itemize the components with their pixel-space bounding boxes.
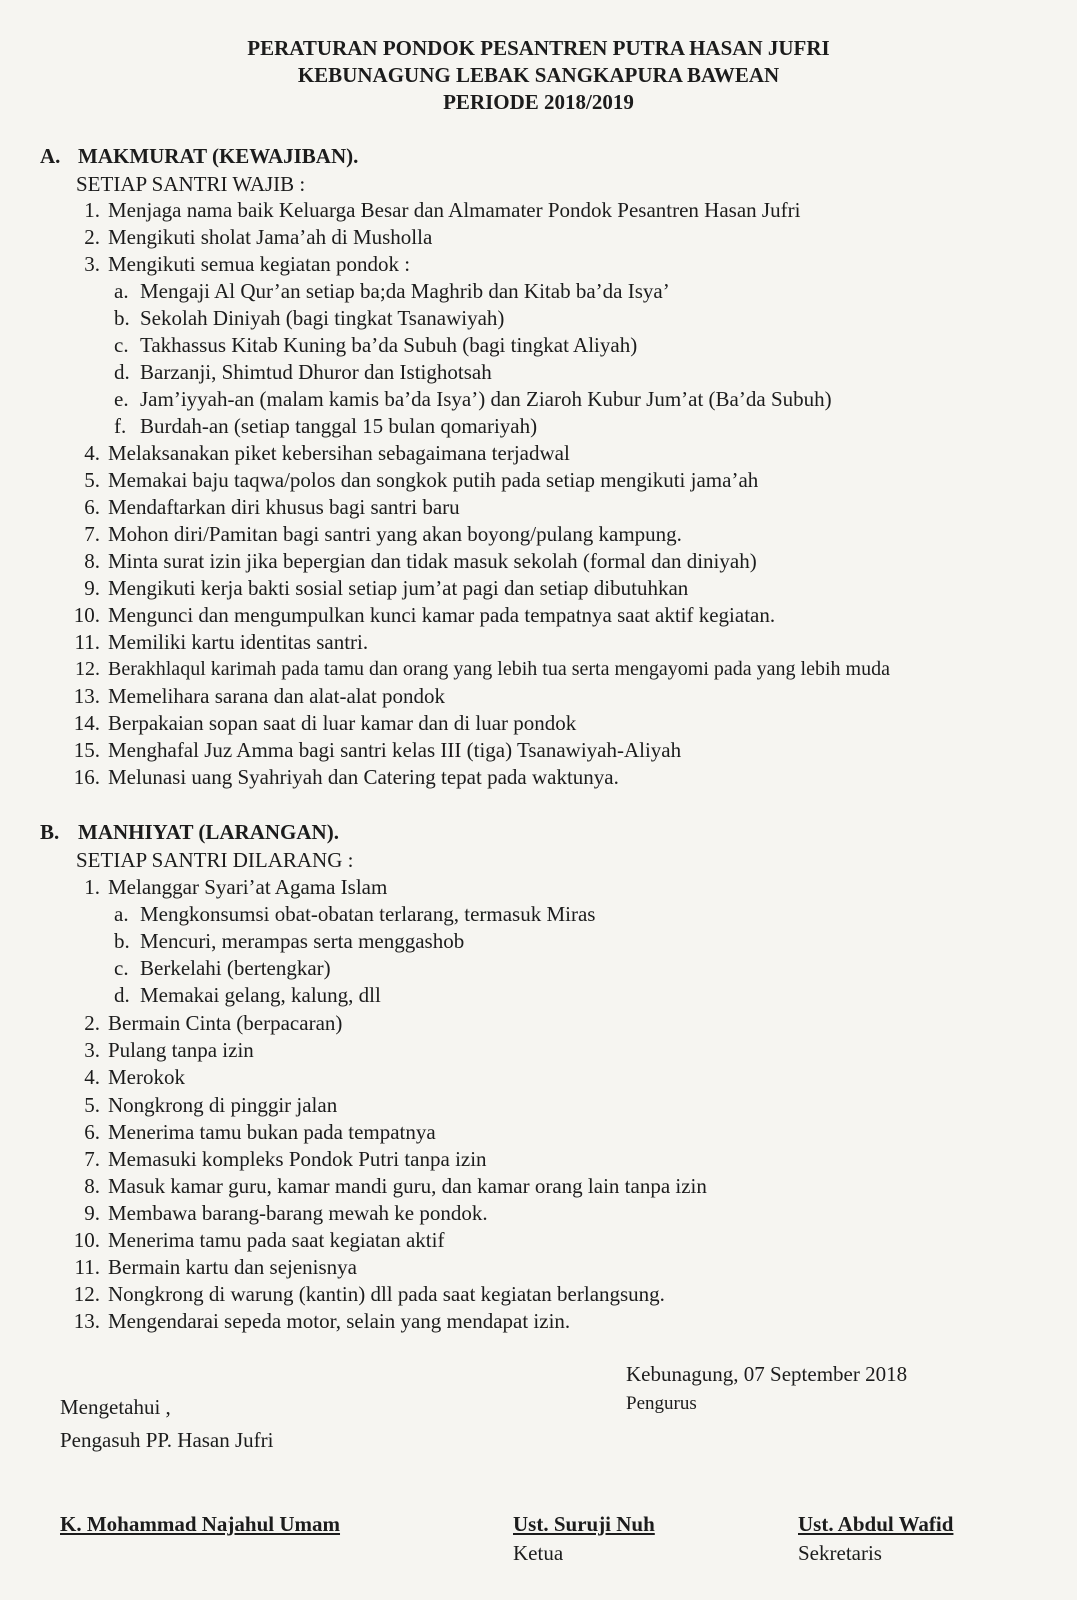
list-item: 2. Bermain Cinta (berpacaran) <box>84 1011 343 1035</box>
list-item: 10. Menerima tamu pada saat kegiatan aktif <box>73 1228 445 1252</box>
list-item: 16. Melunasi uang Syahriyah dan Catering tepat pada waktunya. <box>73 765 619 789</box>
section-b-intro: SETIAP SANTRI DILARANG : <box>76 848 354 872</box>
sub-list-item: d. Memakai gelang, kalung, dll <box>114 983 381 1007</box>
list-item: 8. Masuk kamar guru, kamar mandi guru, dan kamar orang lain tanpa izin <box>84 1174 707 1198</box>
list-item: 6. Menerima tamu bukan pada tempatnya <box>84 1120 436 1144</box>
pengurus-label: Pengurus <box>626 1393 697 1414</box>
list-item: 3. Pulang tanpa izin <box>84 1038 254 1062</box>
list-item: 11. Memiliki kartu identitas santri. <box>74 630 369 654</box>
list-item: 7. Mohon diri/Pamitan bagi santri yang akan boyong/pulang kampung. <box>84 522 682 546</box>
list-item: 9. Membawa barang-barang mewah ke pondok. <box>84 1201 488 1225</box>
section-b-letter: B. <box>40 820 60 844</box>
sub-list-item: b. Mencuri, merampas serta menggashob <box>114 929 465 953</box>
list-item: 14. Berpakaian sopan saat di luar kamar dan di luar pondok <box>73 711 577 735</box>
ketua-role: Ketua <box>513 1541 564 1565</box>
mengetahui-label: Mengetahui , <box>60 1395 171 1419</box>
sub-list-item: e. Jam’iyyah-an (malam kamis ba’da Isya’) dan Ziaroh Kubur Jum’at (Ba’da Subuh) <box>114 387 832 411</box>
doc-title-line2: KEBUNAGUNG LEBAK SANGKAPURA BAWEAN <box>297 63 780 87</box>
sub-list-item: c. Takhassus Kitab Kuning ba’da Subuh (bagi tingkat Aliyah) <box>114 333 638 357</box>
pengasuh-label: Pengasuh PP. Hasan Jufri <box>60 1428 274 1452</box>
list-item: 15. Menghafal Juz Amma bagi santri kelas III (tiga) Tsanawiyah-Aliyah <box>73 738 682 762</box>
list-item: 10. Mengunci dan mengumpulkan kunci kamar pada tempatnya saat aktif kegiatan. <box>73 603 776 627</box>
section-a-intro: SETIAP SANTRI WAJIB : <box>76 172 306 196</box>
place-date: Kebunagung, 07 September 2018 <box>626 1362 908 1386</box>
ketua-name: Ust. Suruji Nuh <box>513 1512 655 1536</box>
list-item: 5. Nongkrong di pinggir jalan <box>84 1093 338 1117</box>
sub-list-item: f. Burdah-an (setiap tanggal 15 bulan qomariyah) <box>114 414 538 438</box>
doc-title-line1: PERATURAN PONDOK PESANTREN PUTRA HASAN JUFRI <box>247 36 830 60</box>
list-item: 12. Berakhlaqul karimah pada tamu dan orang yang lebih tua serta mengayomi pada yang lebih muda <box>75 658 890 680</box>
doc-title-line3: PERIODE 2018/2019 <box>443 90 634 114</box>
sekretaris-name: Ust. Abdul Wafid <box>798 1512 954 1536</box>
section-b-heading <box>40 822 339 843</box>
sekretaris-role: Sekretaris <box>798 1541 882 1565</box>
sub-list-item: a. Mengkonsumsi obat-obatan terlarang, termasuk Miras <box>114 902 596 926</box>
sub-list-item: c. Berkelahi (bertengkar) <box>114 956 331 980</box>
section-a-title: MAKMURAT (KEWAJIBAN). <box>78 144 359 168</box>
list-item: 13. Mengendarai sepeda motor, selain yang mendapat izin. <box>73 1309 571 1333</box>
section-b-title: MANHIYAT (LARANGAN). <box>78 820 339 844</box>
list-item: 7. Memasuki kompleks Pondok Putri tanpa izin <box>84 1147 487 1171</box>
list-item: 3. Mengikuti semua kegiatan pondok : <box>84 252 411 276</box>
section-a-letter: A. <box>40 144 61 168</box>
list-item: 13. Memelihara sarana dan alat-alat pondok <box>73 684 446 708</box>
list-item: 8. Minta surat izin jika bepergian dan tidak masuk sekolah (formal dan diniyah) <box>84 549 757 573</box>
sub-list-item: b. Sekolah Diniyah (bagi tingkat Tsanawiyah) <box>114 306 505 330</box>
list-item: 12. Nongkrong di warung (kantin) dll pada saat kegiatan berlangsung. <box>73 1282 665 1306</box>
list-item: 11. Bermain kartu dan sejenisnya <box>74 1255 358 1279</box>
pengasuh-name: K. Mohammad Najahul Umam <box>60 1512 341 1536</box>
list-item: 1. Menjaga nama baik Keluarga Besar dan Almamater Pondok Pesantren Hasan Jufri <box>84 198 801 222</box>
list-item: 4. Merokok <box>84 1065 185 1089</box>
sub-list-item: a. Mengaji Al Qur’an setiap ba;da Maghrib dan Kitab ba’da Isya’ <box>114 279 670 303</box>
list-item: 1. Melanggar Syari’at Agama Islam <box>84 875 388 899</box>
list-item: 2. Mengikuti sholat Jama’ah di Musholla <box>84 225 433 249</box>
list-item: 4. Melaksanakan piket kebersihan sebagaimana terjadwal <box>84 441 570 465</box>
list-item: 5. Memakai baju taqwa/polos dan songkok putih pada setiap mengikuti jama’ah <box>84 468 759 492</box>
list-item: 9. Mengikuti kerja bakti sosial setiap jum’at pagi dan setiap dibutuhkan <box>84 576 689 600</box>
section-a-heading <box>40 146 358 167</box>
list-item: 6. Mendaftarkan diri khusus bagi santri baru <box>84 495 460 519</box>
sub-list-item: d. Barzanji, Shimtud Dhuror dan Istighotsah <box>114 360 492 384</box>
